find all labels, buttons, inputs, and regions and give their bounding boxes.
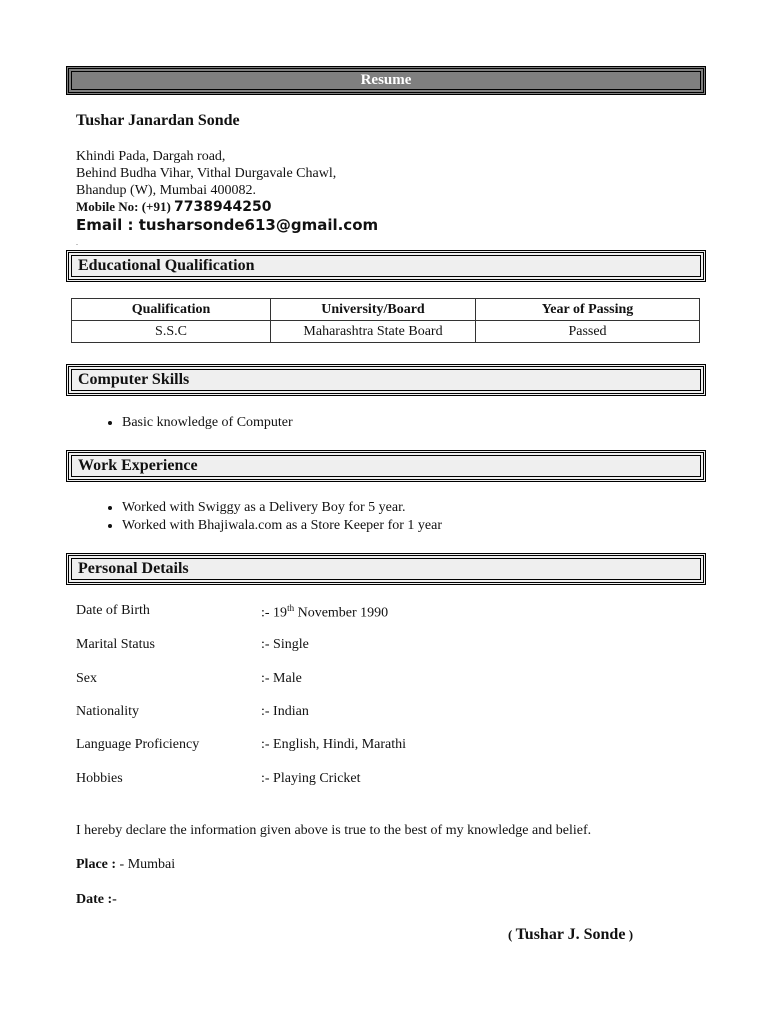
mobile-label: Mobile No: (+91) [76, 199, 175, 214]
candidate-name: Tushar Janardan Sonde [76, 112, 240, 129]
column-header-year: Year of Passing [476, 299, 700, 321]
marital-value: :- Single [261, 637, 309, 652]
language-label: Language Proficiency [76, 737, 200, 752]
work-list [100, 499, 442, 535]
hobbies-label: Hobbies [76, 771, 123, 786]
resume-title-band [66, 66, 706, 95]
signature-line [508, 926, 633, 944]
stray-dot: . [76, 238, 78, 247]
work-heading: Work Experience [78, 457, 198, 474]
cell-board: Maharashtra State Board [271, 321, 476, 343]
hobbies-value: :- Playing Cricket [261, 771, 361, 786]
table-header-row [72, 299, 700, 321]
list-item: • Basic knowledge of Computer [122, 414, 293, 432]
mobile-number: 7738944250 [174, 199, 272, 215]
work-heading-band [66, 450, 706, 482]
cell-year: Passed [476, 321, 700, 343]
skills-heading: Computer Skills [78, 371, 190, 388]
education-heading-band [66, 250, 706, 282]
dob-label: Date of Birth [76, 603, 150, 618]
signature-close-paren: ) [625, 927, 634, 942]
mobile-line [76, 199, 271, 215]
dob-value [261, 603, 388, 622]
address-line-3: Bhandup (W), Mumbai 400082. [76, 183, 257, 198]
address-line-2: Behind Budha Vihar, Vithal Durgavale Chawl, [76, 166, 337, 181]
education-table [71, 298, 700, 343]
place-label: Place : [76, 857, 120, 872]
education-heading: Educational Qualification [78, 257, 255, 274]
nationality-value: :- Indian [261, 704, 309, 719]
list-item: • Worked with Swiggy as a Delivery Boy for 5 year. [122, 499, 442, 517]
personal-heading-band [66, 553, 706, 585]
date-line: Date :- [76, 892, 117, 907]
list-item: • Worked with Bhajiwala.com as a Store Keeper for 1 year [122, 517, 442, 535]
signature-name: Tushar J. Sonde [515, 926, 626, 943]
declaration-text: I hereby declare the information given above is true to the best of my knowledge and belief. [76, 823, 592, 838]
place-value: - Mumbai [119, 857, 176, 872]
table-row [72, 321, 700, 343]
dob-month-year: November 1990 [294, 605, 389, 621]
sex-label: Sex [76, 671, 97, 686]
marital-label: Marital Status [76, 637, 155, 652]
skills-heading-band [66, 364, 706, 396]
resume-title: Resume [360, 72, 412, 88]
column-header-board: University/Board [271, 299, 476, 321]
dob-day: :- 19 [261, 605, 288, 621]
sex-value: :- Male [261, 671, 302, 686]
place-line [76, 857, 175, 873]
cell-qualification: S.S.C [72, 321, 271, 343]
address-line-1: Khindi Pada, Dargah road, [76, 149, 226, 164]
skills-list [100, 414, 293, 432]
nationality-label: Nationality [76, 704, 139, 719]
language-value: :- English, Hindi, Marathi [261, 737, 407, 752]
column-header-qualification: Qualification [72, 299, 271, 321]
dob-ordinal: th [287, 603, 295, 613]
personal-heading: Personal Details [78, 560, 189, 577]
email-line: Email : tusharsonde613@gmail.com [76, 216, 379, 234]
signature-open-paren: ( [508, 927, 516, 942]
